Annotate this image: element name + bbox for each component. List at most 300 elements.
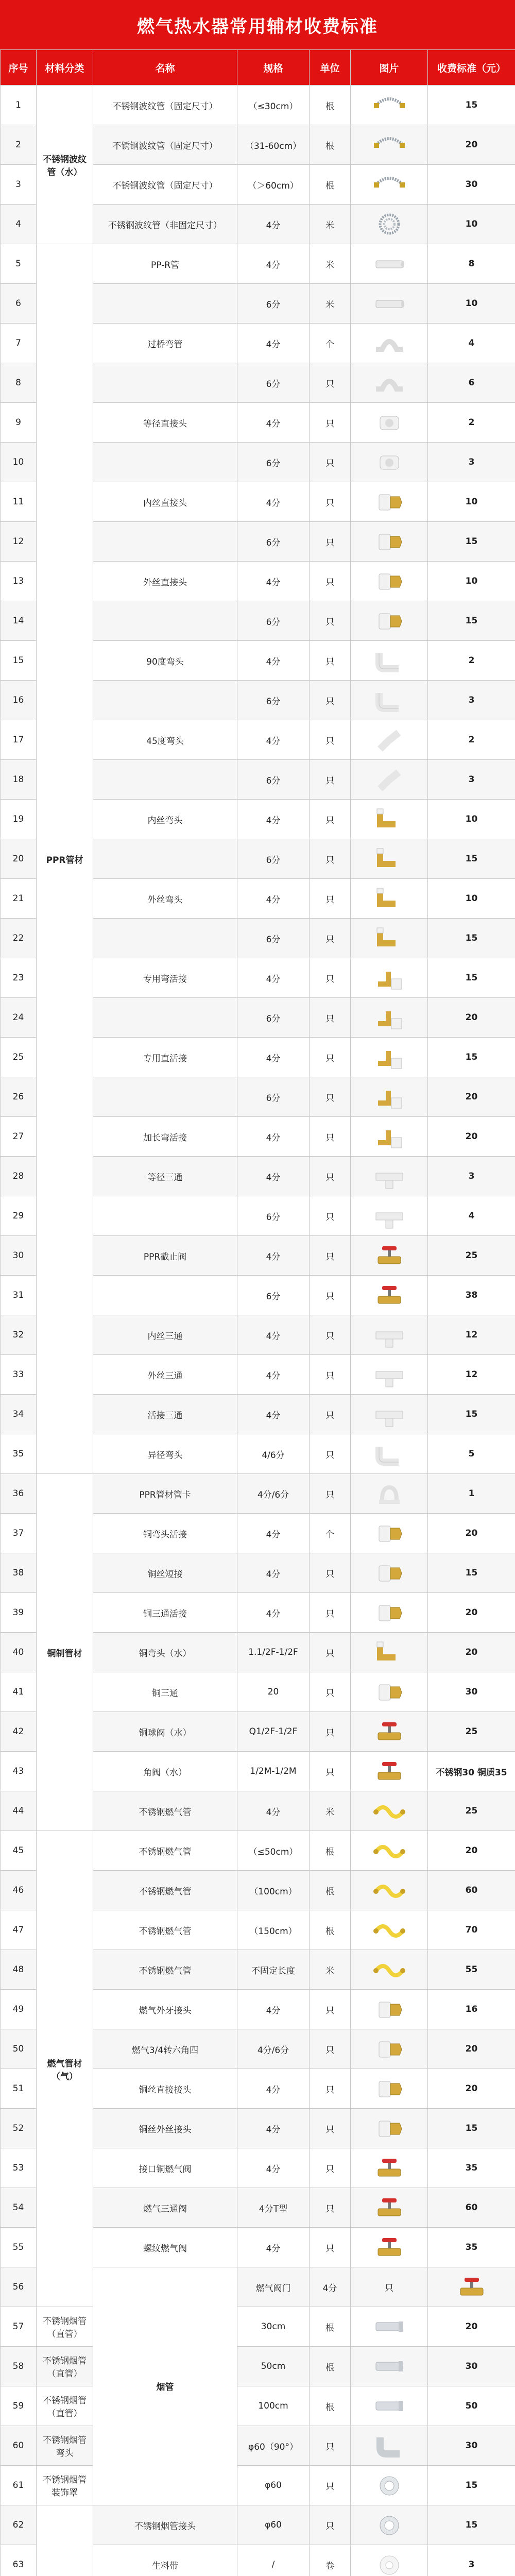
cell-name (93, 998, 237, 1038)
cell-image (351, 601, 428, 641)
cell-spec: 1/2M-1/2M (237, 1752, 310, 1791)
cell-spec: 6分 (237, 998, 310, 1038)
cell-price: 20 (428, 1077, 515, 1117)
cell-no: 62 (1, 2505, 37, 2545)
cell-unit: 只 (310, 2228, 351, 2267)
cell-no: 56 (1, 2267, 37, 2307)
cell-no: 14 (1, 601, 37, 641)
cell-unit: 只 (310, 1196, 351, 1236)
tee-icon (371, 1200, 407, 1231)
cell-spec: 1.1/2F-1/2F (237, 1633, 310, 1672)
cell-unit: 只 (310, 919, 351, 958)
cell-no: 20 (1, 839, 37, 879)
cell-price: 38 (428, 1276, 515, 1315)
cell-no: 1 (1, 86, 37, 125)
cell-price: 10 (428, 879, 515, 919)
cell-image (351, 2228, 428, 2267)
cell-image (351, 1553, 428, 1593)
cell-name: 不锈钢波纹管（固定尺寸） (93, 165, 237, 205)
flueelbow-icon (371, 2430, 407, 2461)
cell-price: 15 (428, 919, 515, 958)
cell-spec: （＞60cm） (237, 165, 310, 205)
coupling-icon (371, 447, 407, 478)
clip-icon (371, 1478, 407, 1509)
cell-unit: 米 (310, 284, 351, 324)
cell-unit: 只 (310, 1593, 351, 1633)
table-row (1, 2307, 515, 2347)
cell-unit: 只 (310, 2188, 351, 2228)
cell-image (351, 1276, 428, 1315)
table-row (1, 86, 515, 125)
cell-unit: 只 (310, 1990, 351, 2029)
cell-name: 铜弯头（水） (93, 1633, 237, 1672)
gashose-icon (371, 1914, 407, 1945)
cell-price: 55 (428, 1950, 515, 1990)
brassfit-icon (371, 2073, 407, 2104)
cell-no: 50 (1, 2029, 37, 2069)
cell-price: 15 (428, 2505, 515, 2545)
tee-icon (371, 1399, 407, 1430)
cell-unit: 只 (310, 1117, 351, 1157)
cell-spec: 4/6分 (237, 1434, 310, 1474)
cell-spec: 50cm (237, 2347, 310, 2386)
cell-unit: 卷 (310, 2545, 351, 2576)
cell-unit: 只 (310, 2069, 351, 2109)
cell-no: 39 (1, 1593, 37, 1633)
cell-no: 37 (1, 1514, 37, 1553)
cell-no: 47 (1, 1910, 37, 1950)
cell-image (351, 800, 428, 839)
cell-no: 63 (1, 2545, 37, 2576)
union-icon (371, 1042, 407, 1073)
cell-no: 16 (1, 681, 37, 720)
cell-image (351, 1633, 428, 1672)
cell-image (351, 1514, 428, 1553)
valve-icon (371, 1240, 407, 1271)
cell-price: 20 (428, 1117, 515, 1157)
valve-icon (371, 2232, 407, 2263)
cell-image (351, 1038, 428, 1077)
cell-name: 不锈钢烟管弯头 (37, 2426, 93, 2466)
cell-spec: 4分 (237, 482, 310, 522)
cell-unit: 只 (310, 958, 351, 998)
table-row (1, 2466, 515, 2505)
cell-price: 8 (428, 244, 515, 284)
cell-unit: 只 (310, 681, 351, 720)
tee-icon (371, 1161, 407, 1192)
cell-name: 铜三通 (93, 1672, 237, 1712)
cell-image (351, 1791, 428, 1831)
cell-no: 33 (1, 1355, 37, 1395)
cell-image (351, 1196, 428, 1236)
cell-name (93, 363, 237, 403)
cell-price: 20 (428, 1831, 515, 1871)
cell-unit: 根 (310, 1910, 351, 1950)
cell-spec: φ60 (237, 2505, 310, 2545)
cell-spec: 6分 (237, 919, 310, 958)
cell-price: 15 (428, 2109, 515, 2148)
cell-no: 57 (1, 2307, 37, 2347)
cell-spec: 4分 (237, 1990, 310, 2029)
cell-name: 内丝三通 (93, 1315, 237, 1355)
cell-name: PPR管材管卡 (93, 1474, 237, 1514)
cell-price: 35 (428, 2148, 515, 2188)
cell-unit: 根 (310, 1831, 351, 1871)
cell-unit: 米 (310, 205, 351, 244)
cell-price: 12 (428, 1315, 515, 1355)
cell-unit: 只 (310, 800, 351, 839)
cell-price: 12 (428, 1355, 515, 1395)
cell-name: 专用直活接 (93, 1038, 237, 1077)
cell-spec: 4分 (237, 879, 310, 919)
cell-name: 活接三通 (93, 1395, 237, 1434)
cell-spec: 4分 (237, 1157, 310, 1196)
bridge-icon (371, 367, 407, 398)
cell-name (93, 1276, 237, 1315)
cell-image (351, 363, 428, 403)
cell-price: 4 (428, 324, 515, 363)
brassfit-icon (371, 526, 407, 557)
cell-no: 40 (1, 1633, 37, 1672)
cell-no: 21 (1, 879, 37, 919)
cell-price: 30 (428, 2347, 515, 2386)
cell-image (351, 205, 428, 244)
tee-icon (371, 1359, 407, 1390)
cell-no: 27 (1, 1117, 37, 1157)
cell-unit: 只 (310, 1752, 351, 1791)
cell-unit: 根 (310, 86, 351, 125)
cell-no: 48 (1, 1950, 37, 1990)
col-header-category: 材料分类 (37, 50, 93, 86)
cell-name: 接口铜燃气阀 (93, 2148, 237, 2188)
cell-price: 60 (428, 1871, 515, 1910)
col-header-no: 序号 (1, 50, 37, 86)
cell-image (351, 2307, 428, 2347)
col-header-image: 图片 (351, 50, 428, 86)
cell-image (351, 324, 428, 363)
cell-name: PP-R管 (93, 244, 237, 284)
cell-price: 30 (428, 165, 515, 205)
cell-no: 15 (1, 641, 37, 681)
col-header-spec: 规格 (237, 50, 310, 86)
cell-unit: 只 (310, 522, 351, 562)
cell-image (351, 2188, 428, 2228)
cell-unit: 只 (310, 1276, 351, 1315)
cell-unit: 根 (310, 125, 351, 165)
cell-image (351, 1395, 428, 1434)
cell-unit: 只 (310, 1077, 351, 1117)
cell-no: 31 (1, 1276, 37, 1315)
cell-no: 42 (1, 1712, 37, 1752)
cell-unit: 只 (310, 1395, 351, 1434)
cell-image (351, 760, 428, 800)
cell-name: 异径弯头 (93, 1434, 237, 1474)
cell-image (351, 879, 428, 919)
cell-no: 55 (1, 2228, 37, 2267)
cell-no: 32 (1, 1315, 37, 1355)
cell-name: 不锈钢烟管（直管） (37, 2386, 93, 2426)
cell-name: 铜弯头活接 (93, 1514, 237, 1553)
cell-no: 38 (1, 1553, 37, 1593)
cell-image (351, 1672, 428, 1712)
cell-name: 铜三通活接 (93, 1593, 237, 1633)
cell-name: 不锈钢燃气管 (93, 1791, 237, 1831)
cell-name: 燃气三通阀 (93, 2188, 237, 2228)
cell-spec: 4分 (237, 958, 310, 998)
cell-spec: 6分 (237, 1276, 310, 1315)
cell-unit: 只 (310, 363, 351, 403)
cell-name: 外丝三通 (93, 1355, 237, 1395)
cell-unit: 只 (310, 2505, 351, 2545)
cell-image (351, 998, 428, 1038)
cell-name: 不锈钢烟管接头 (93, 2505, 237, 2545)
brassfit-icon (371, 1557, 407, 1588)
cell-image (351, 443, 428, 482)
cell-name: 专用弯活接 (93, 958, 237, 998)
cell-price: 10 (428, 205, 515, 244)
hose-icon (371, 90, 407, 121)
cell-spec: 6分 (237, 839, 310, 879)
cell-name (93, 443, 237, 482)
cell-name: PPR截止阀 (93, 1236, 237, 1276)
cell-spec: 6分 (237, 1077, 310, 1117)
cell-spec: 6分 (237, 363, 310, 403)
cell-spec: 4分 (237, 244, 310, 284)
gashose-icon (371, 1795, 407, 1826)
cell-no: 8 (1, 363, 37, 403)
cell-price: 20 (428, 2307, 515, 2347)
cell-name (93, 681, 237, 720)
cell-image (351, 2466, 428, 2505)
bridge-icon (371, 328, 407, 359)
cell-unit: 只 (310, 443, 351, 482)
col-header-unit: 单位 (310, 50, 351, 86)
cell-unit: 只 (351, 2267, 428, 2307)
cell-price: 2 (428, 403, 515, 443)
cell-price: 10 (428, 562, 515, 601)
cell-image (351, 1315, 428, 1355)
cell-name: 不锈钢烟管装饰罩 (37, 2466, 93, 2505)
gashose-icon (371, 1954, 407, 1985)
cell-spec: 4分 (237, 720, 310, 760)
cell-spec: 4分 (237, 2109, 310, 2148)
cell-spec: 不固定长度 (237, 1950, 310, 1990)
cell-name (93, 919, 237, 958)
cell-unit: 只 (310, 2466, 351, 2505)
cell-name: 不锈钢燃气管 (93, 1831, 237, 1871)
valve-icon (371, 1716, 407, 1747)
cell-spec: 6分 (237, 760, 310, 800)
cell-image (351, 2347, 428, 2386)
table-header-row (1, 50, 515, 86)
cell-name: 90度弯头 (93, 641, 237, 681)
cell-no: 51 (1, 2069, 37, 2109)
cell-no: 61 (1, 2466, 37, 2505)
cell-price: 3 (428, 681, 515, 720)
cell-name: 内丝弯头 (93, 800, 237, 839)
table-row (1, 2386, 515, 2426)
cell-unit: 只 (310, 879, 351, 919)
coupling-icon (371, 407, 407, 438)
flue-icon (371, 2351, 407, 2382)
cell-image (351, 2505, 428, 2545)
cell-name: 角阀（水） (93, 1752, 237, 1791)
cell-spec: 4分 (237, 1553, 310, 1593)
cell-no: 2 (1, 125, 37, 165)
cell-price: 不锈钢30 铜质35 (428, 1752, 515, 1791)
cell-name (93, 284, 237, 324)
cell-no: 52 (1, 2109, 37, 2148)
pipe-icon (371, 288, 407, 319)
cell-spec: 4分 (237, 205, 310, 244)
cell-no: 28 (1, 1157, 37, 1196)
cell-category: 烟管 (93, 2267, 237, 2505)
cell-image (351, 1157, 428, 1196)
cell-no: 35 (1, 1434, 37, 1474)
cell-image (351, 839, 428, 879)
cell-unit: 只 (310, 1474, 351, 1514)
elbow45-icon (371, 724, 407, 755)
cell-price: 2 (428, 720, 515, 760)
cell-spec: （31-60cm） (237, 125, 310, 165)
cell-price: 70 (428, 1910, 515, 1950)
cell-name: 铜丝外丝接头 (93, 2109, 237, 2148)
cell-unit: 只 (310, 2029, 351, 2069)
cell-no: 53 (1, 2148, 37, 2188)
cell-price: 20 (428, 2069, 515, 2109)
cell-spec: 4分 (237, 1236, 310, 1276)
cell-name: 不锈钢波纹管（固定尺寸） (93, 86, 237, 125)
cell-spec: 6分 (237, 601, 310, 641)
cell-price: 15 (428, 86, 515, 125)
cell-price: 15 (428, 1553, 515, 1593)
cell-no: 44 (1, 1791, 37, 1831)
cell-image (351, 1712, 428, 1752)
ring-icon (371, 2470, 407, 2501)
cell-spec: 4分/6分 (237, 1474, 310, 1514)
brassfit-icon (371, 2113, 407, 2144)
cell-price: 2 (428, 641, 515, 681)
union-icon (371, 1121, 407, 1152)
cell-name (93, 522, 237, 562)
cell-price: 25 (428, 1236, 515, 1276)
cell-unit: 只 (310, 2109, 351, 2148)
cell-spec: 6分 (237, 284, 310, 324)
coil-icon (371, 209, 407, 240)
cell-spec: 100cm (237, 2386, 310, 2426)
cell-price: 50 (428, 2386, 515, 2426)
brassfit-icon (371, 1994, 407, 2025)
cell-unit: 米 (310, 1950, 351, 1990)
cell-category: 不锈钢波纹管（水） (37, 86, 93, 244)
cell-no: 11 (1, 482, 37, 522)
flue-icon (371, 2311, 407, 2342)
cell-spec: 4分 (237, 641, 310, 681)
cell-name: 加长弯活接 (93, 1117, 237, 1157)
brassfit-icon (371, 486, 407, 517)
cell-name: 螺纹燃气阀 (93, 2228, 237, 2267)
cell-price: 20 (428, 125, 515, 165)
tape-icon (371, 2549, 407, 2576)
cell-name: 不锈钢燃气管 (93, 1950, 237, 1990)
cell-name: 生料带 (93, 2545, 237, 2576)
cell-unit: 根 (310, 1871, 351, 1910)
cell-image (351, 2426, 428, 2466)
cell-image (351, 1871, 428, 1910)
cell-no: 17 (1, 720, 37, 760)
cell-unit: 只 (310, 403, 351, 443)
cell-no: 24 (1, 998, 37, 1038)
cell-name (93, 601, 237, 641)
cell-spec: （150cm） (237, 1910, 310, 1950)
cell-image (351, 1474, 428, 1514)
cell-image (351, 1434, 428, 1474)
price-table (0, 49, 515, 2576)
cell-image (351, 1990, 428, 2029)
cell-name: 铜丝短接 (93, 1553, 237, 1593)
cell-price: 25 (428, 1712, 515, 1752)
cell-price: 20 (428, 2029, 515, 2069)
valve-icon (371, 2192, 407, 2223)
cell-unit: 只 (310, 1434, 351, 1474)
cell-price: 15 (428, 601, 515, 641)
cell-no: 12 (1, 522, 37, 562)
cell-spec: 20 (237, 1672, 310, 1712)
cell-price: 16 (428, 1990, 515, 2029)
cell-spec: 4分/6分 (237, 2029, 310, 2069)
cell-no: 36 (1, 1474, 37, 1514)
union-icon (371, 1081, 407, 1112)
cell-image (351, 1236, 428, 1276)
cell-no: 43 (1, 1752, 37, 1791)
cell-price: 5 (428, 1434, 515, 1474)
cell-name: 45度弯头 (93, 720, 237, 760)
cell-unit: 只 (310, 1712, 351, 1752)
cell-name: 不锈钢烟管（直管） (37, 2307, 93, 2347)
gashose-icon (371, 1835, 407, 1866)
cell-no: 13 (1, 562, 37, 601)
cell-no: 46 (1, 1871, 37, 1910)
cell-spec: 4分 (237, 324, 310, 363)
table-row (1, 2347, 515, 2386)
brasselbow-icon (371, 843, 407, 874)
cell-unit: 只 (310, 641, 351, 681)
cell-image (351, 2069, 428, 2109)
tee-icon (371, 1319, 407, 1350)
elbow-icon (371, 1438, 407, 1469)
cell-image (351, 1355, 428, 1395)
brasselbow-icon (371, 923, 407, 954)
cell-name: 不锈钢燃气管 (93, 1871, 237, 1910)
cell-no: 3 (1, 165, 37, 205)
cell-price: 3 (428, 1157, 515, 1196)
cell-image (351, 958, 428, 998)
brassfit-icon (371, 605, 407, 636)
cell-spec: （≤30cm） (237, 86, 310, 125)
cell-name: 等径三通 (93, 1157, 237, 1196)
brassfit-icon (371, 566, 407, 597)
gashose-icon (371, 1875, 407, 1906)
cell-price: 10 (428, 482, 515, 522)
cell-price: 60 (428, 2188, 515, 2228)
cell-name: 燃气阀门 (237, 2267, 310, 2307)
cell-spec: 4分 (237, 1315, 310, 1355)
valve-icon (454, 2272, 490, 2302)
col-header-name: 名称 (93, 50, 237, 86)
cell-no: 26 (1, 1077, 37, 1117)
cell-unit: 只 (310, 839, 351, 879)
cell-unit: 根 (310, 2307, 351, 2347)
